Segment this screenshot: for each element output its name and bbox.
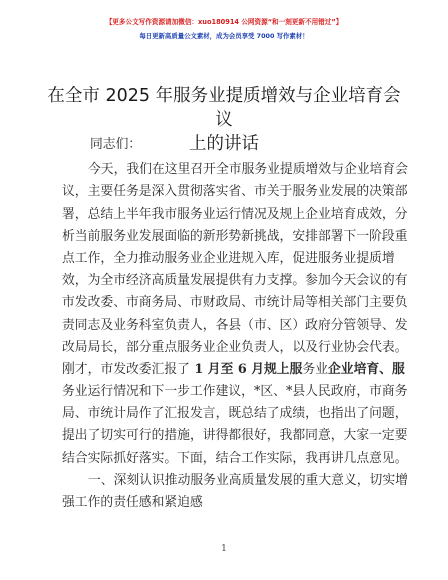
body-line: 改局局长，部分重点服务业企业负责人，以及行业协会代表。 bbox=[62, 339, 408, 355]
promo-banner bbox=[0, 16, 448, 42]
body-line: 务业运行情况和下一步工作建议，*区、*县人民政府，市商务 bbox=[62, 384, 408, 400]
body-line: 析当前服务业发展面临的新形势新挑战，安排部署下一阶段重 bbox=[62, 228, 408, 244]
promo-banner-line-1: 【更多公文写作资源请加微信：xuo180914 公网资源“和一刻更新不用错过”】 bbox=[105, 18, 343, 26]
body-line: 今天，我们在这里召开全市服务业提质增效与企业培育会 bbox=[88, 162, 408, 178]
body-line: 效，为全市经济高质量发展提供有力支撑。参加今天会议的有 bbox=[62, 273, 408, 289]
document-title-line-2: 上的讲话 bbox=[189, 134, 259, 154]
body-text-part: 务业 bbox=[302, 361, 328, 377]
body-line: 提出了切实可行的措施，讲得都很好，我都同意，大家一定要 bbox=[62, 428, 408, 444]
promo-banner-line-2: 每日更新高质量公文素材，成为会员享受 7000 写作素材！ bbox=[139, 32, 309, 40]
body-text-part: 刚才，市发改委汇报了 bbox=[62, 361, 190, 377]
body-line: 市发改委、市商务局、市财政局、市统计局等相关部门主要负 bbox=[62, 295, 408, 311]
body-bold-part: 企业培育、服 bbox=[327, 361, 405, 377]
body-line: 结合实际抓好落实。下面，结合工作实际，我再讲几点意见。 bbox=[62, 450, 408, 466]
body-bold-part: 1 月至 6 月规上服 bbox=[189, 361, 303, 377]
body-line: 责同志及业务科室负责人，各县（市、区）政府分管领导、发 bbox=[62, 317, 408, 333]
body-line: 议，主要任务是深入贯彻落实省、市关于服务业发展的决策部 bbox=[62, 184, 408, 200]
document-title-line-1: 在全市 2025 年服务业提质增效与企业培育会议 bbox=[47, 86, 401, 130]
body-line: 署，总结上半年我市服务业运行情况及规上企业培育成效，分 bbox=[62, 206, 408, 222]
body-line-mixed bbox=[62, 359, 405, 381]
section-heading-line-2: 强工作的责任感和紧迫感 bbox=[62, 495, 203, 510]
body-line: 局、市统计局作了汇报发言，既总结了成绩，也指出了问题， bbox=[62, 406, 408, 422]
body-line: 点工作，全力推动服务业企业进规入库，促进服务业提质增 bbox=[62, 250, 395, 266]
document-body bbox=[62, 134, 408, 514]
salutation: 同志们： bbox=[90, 137, 142, 152]
section-heading-line-1: 一、深刻认识推动服务业高质量发展的重大意义，切实增 bbox=[88, 472, 408, 488]
page-number: 1 bbox=[221, 544, 227, 554]
